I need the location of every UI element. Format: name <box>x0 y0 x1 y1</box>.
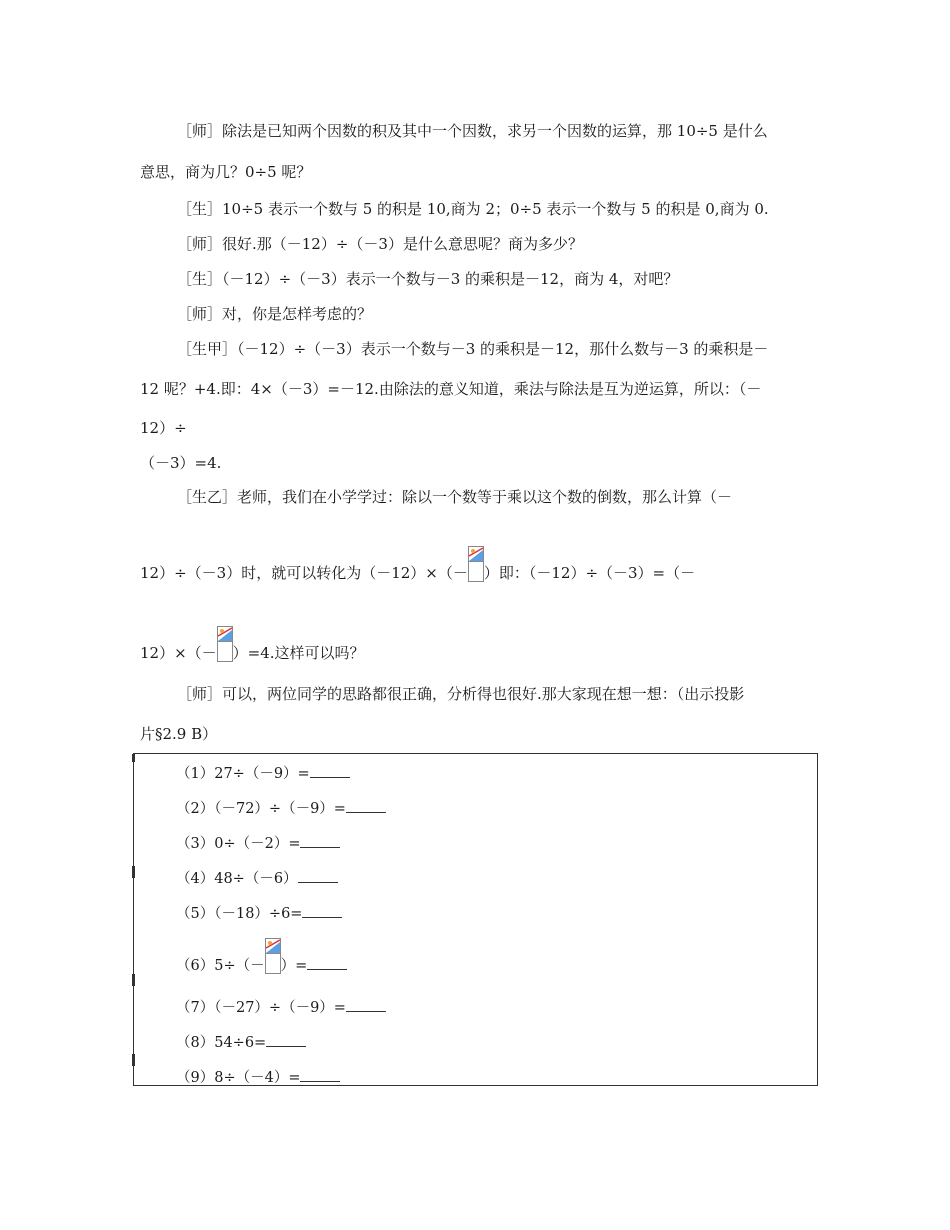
exercise-item <box>176 867 338 888</box>
broken-image-icon <box>468 546 484 582</box>
broken-image-icon <box>265 938 281 974</box>
exercise-item <box>176 762 350 783</box>
paragraph-line: 片§2.9 B） <box>140 725 218 743</box>
exercise-item <box>176 996 386 1017</box>
exercise-text: （2）（－72）÷（－9）= <box>176 801 346 817</box>
paragraph-line: ［生甲］（－12）÷（－3）表示一个数与－3 的乘积是－12，那什么数与－3 的乘积是－ <box>177 340 769 358</box>
exercise-text: （3）0÷（－2）= <box>176 836 301 852</box>
answer-blank[interactable] <box>300 833 340 848</box>
paragraph-line <box>140 636 365 672</box>
paragraph-line: ［生乙］老师，我们在小学学过：除以一个数等于乘以这个数的倒数，那么计算（－ <box>177 488 733 506</box>
paragraph-line: ［师］很好.那（－12）÷（－3）是什么意思呢？商为多少？ <box>177 235 583 253</box>
paragraph-line <box>140 556 695 592</box>
text-span: 12）×（－ <box>140 644 217 662</box>
paragraph-line: 12）÷ <box>140 419 187 437</box>
paragraph-line: 12 呢？+4.即：4×（－3）=－12.由除法的意义知道，乘法与除法是互为逆运算，所以：（－ <box>140 380 762 398</box>
exercise-item <box>176 797 386 818</box>
answer-blank[interactable] <box>346 798 386 813</box>
exercise-item <box>176 1031 306 1052</box>
paragraph-line: ［师］除法是已知两个因数的积及其中一个因数，求另一个因数的运算，那 10÷5 是什么 <box>177 122 768 140</box>
exercise-item <box>176 948 347 984</box>
exercise-item <box>176 1066 340 1087</box>
broken-image-icon <box>217 626 233 662</box>
answer-blank[interactable] <box>346 997 386 1012</box>
box-mark <box>132 866 135 878</box>
exercise-text: （6）5÷（－ <box>176 958 265 974</box>
answer-blank[interactable] <box>298 868 338 883</box>
paragraph-line: ［师］对，你是怎样考虑的？ <box>177 305 373 323</box>
box-mark <box>132 754 135 762</box>
paragraph-line: ［师］可以，两位同学的思路都很正确，分析得也很好.那大家现在想一想：（出示投影 <box>177 685 745 703</box>
exercise-item <box>176 902 342 923</box>
exercise-text: （5）（－18）÷6= <box>176 906 303 922</box>
paragraph-line: 意思，商为几？0÷5 呢？ <box>140 163 312 181</box>
exercise-text: ）= <box>280 958 308 974</box>
text-span: 12）÷（－3）时，就可以转化为（－12）×（－ <box>140 564 468 582</box>
paragraph-line: （－3）=4. <box>140 454 222 472</box>
exercise-box <box>133 753 818 1086</box>
answer-blank[interactable] <box>266 1032 306 1047</box>
exercise-text: （8）54÷6= <box>176 1035 267 1051</box>
answer-blank[interactable] <box>302 903 342 918</box>
paragraph-line: ［生］（－12）÷（－3）表示一个数与－3 的乘积是－12，商为 4，对吧？ <box>177 270 679 288</box>
exercise-text: （1）27÷（－9）= <box>176 766 310 782</box>
paragraph-line: ［生］10÷5 表示一个数与 5 的积是 10,商为 2；0÷5 表示一个数与 5 的积是 0,商为 0. <box>177 200 769 218</box>
exercise-text: （9）8÷（－4）= <box>176 1070 301 1086</box>
exercise-text: （7）（－27）÷（－9）= <box>176 1000 346 1016</box>
exercise-item <box>176 832 340 853</box>
box-mark <box>132 1054 135 1066</box>
answer-blank[interactable] <box>307 955 347 970</box>
exercise-text: （4）48÷（－6） <box>176 871 298 887</box>
answer-blank[interactable] <box>310 763 350 778</box>
box-mark <box>132 974 135 986</box>
text-span: ）即：（－12）÷（－3）=（－ <box>483 564 696 582</box>
answer-blank[interactable] <box>300 1067 340 1082</box>
text-span: ）=4.这样可以吗？ <box>232 644 365 662</box>
